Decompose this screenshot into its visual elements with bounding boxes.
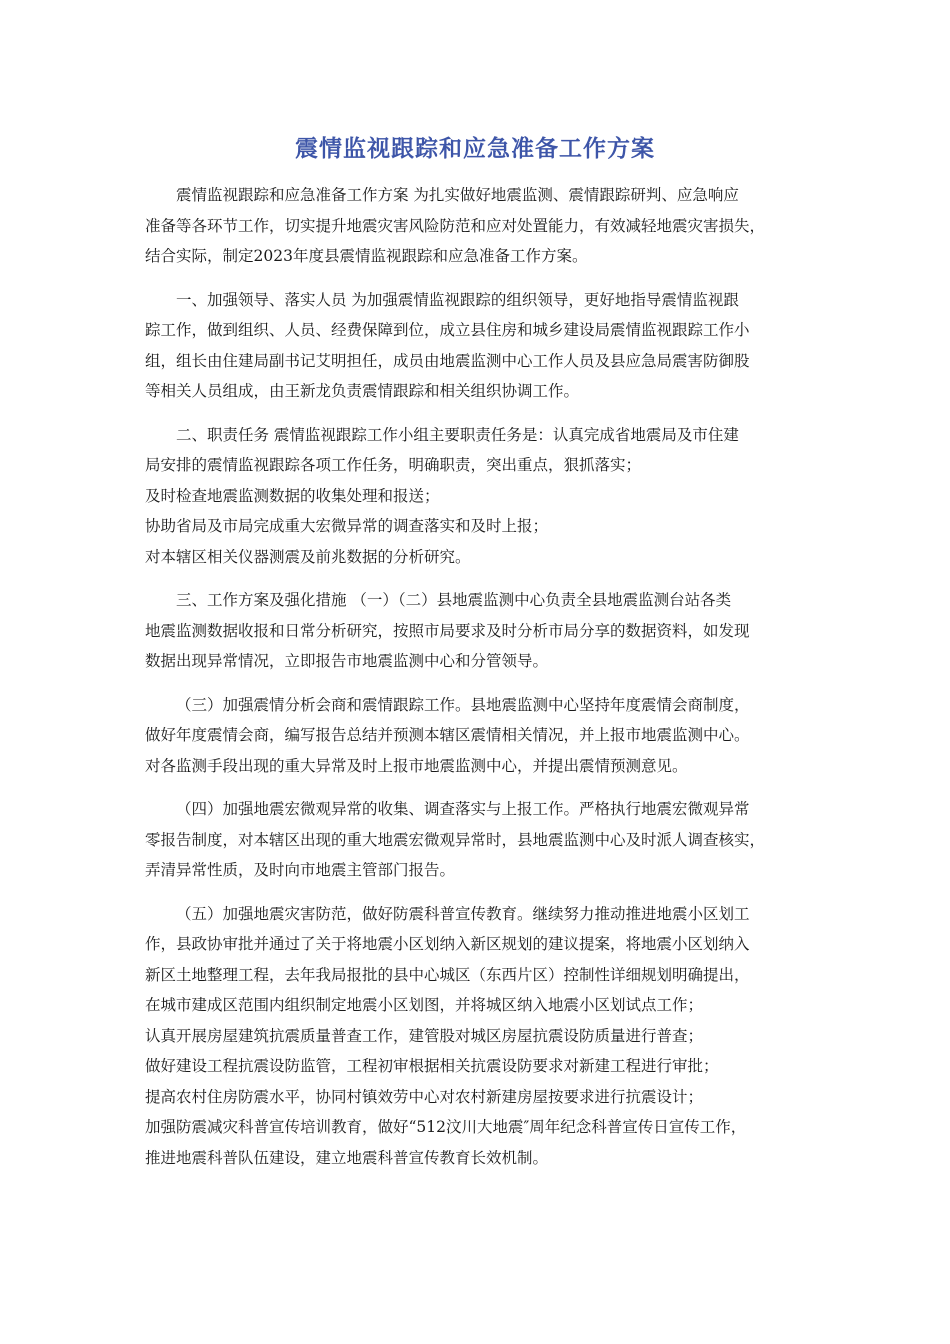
text-line: 推进地震科普队伍建设，建立地震科普宣传教育长效机制。 <box>145 1148 549 1167</box>
text-line: 数据出现异常情况，立即报告市地震监测中心和分管领导。 <box>145 652 549 670</box>
text-line: （五）加强地震灾害防范，做好防震科普宣传教育。继续努力推动推进地震小区划工 <box>176 904 750 923</box>
paragraph-gap <box>145 407 815 420</box>
paragraph <box>145 585 815 677</box>
text-line: 认真开展房屋建筑抗震质量普查工作，建管股对城区房屋抗震设防质量进行普查； <box>145 1026 704 1045</box>
text-line: 新区土地整理工程，去年我局报批的县中心城区（东西片区）控制性详细规划明确提出， <box>145 965 750 984</box>
text-line: 组，组长由住建局副书记艾明担任，成员由地震监测中心工作人员及县应急局震害防御股 <box>145 351 750 370</box>
text-line: 局安排的震情监视跟踪各项工作任务，明确职责，突出重点，狠抓落实； <box>145 456 642 474</box>
text-line: 作，县政协审批并通过了关于将地震小区划纳入新区规划的建议提案，将地震小区划纳入 <box>145 935 750 953</box>
document-body <box>145 180 815 1173</box>
paragraph <box>145 1082 815 1113</box>
text-line: 及时检查地震监测数据的收集处理和报送； <box>145 486 440 505</box>
text-line: 加强防震减灾科普宣传培训教育，做好“512汶川大地震″周年纪念科普宣传日宣传工作， <box>145 1118 747 1136</box>
paragraph <box>145 794 815 886</box>
paragraph-gap <box>145 886 815 899</box>
text-line: 二、职责任务 震情监视跟踪工作小组主要职责任务是：认真完成省地震局及市住建 <box>176 425 739 444</box>
text-line: 一、加强领导、落实人员 为加强震情监视跟踪的组织领导，更好地指导震情监视跟 <box>176 290 739 309</box>
text-line: 对本辖区相关仪器测震及前兆数据的分析研究。 <box>145 547 471 566</box>
paragraph <box>145 690 815 782</box>
text-line: 协助省局及市局完成重大宏微异常的调查落实和及时上报； <box>145 517 549 535</box>
text-line: 对各监测手段出现的重大异常及时上报市地震监测中心，并提出震情预测意见。 <box>145 756 688 775</box>
text-line: 做好建设工程抗震设防监管，工程初审根据相关抗震设防要求对新建工程进行审批； <box>145 1057 719 1075</box>
paragraph <box>145 180 815 272</box>
text-line: 结合实际，制定2023年度县震情监视跟踪和应急准备工作方案。 <box>145 247 588 265</box>
paragraph <box>145 899 815 1021</box>
paragraph <box>145 420 815 481</box>
text-line: 踪工作，做到组织、人员、经费保障到位，成立县住房和城乡建设局震情监视跟踪工作小 <box>145 321 750 339</box>
paragraph <box>145 285 815 407</box>
text-line: 震情监视跟踪和应急准备工作方案 为扎实做好地震监测、震情跟踪研判、应急响应 <box>176 186 739 204</box>
paragraph <box>145 1112 815 1173</box>
paragraph <box>145 481 815 512</box>
paragraph <box>145 1051 815 1082</box>
text-line: （三）加强震情分析会商和震情跟踪工作。县地震监测中心坚持年度震情会商制度， <box>176 695 750 714</box>
paragraph-gap <box>145 572 815 585</box>
text-line: 在城市建成区范围内组织制定地震小区划图，并将城区纳入地震小区划试点工作； <box>145 996 704 1014</box>
paragraph-gap <box>145 781 815 794</box>
text-line: 等相关人员组成，由王新龙负责震情跟踪和相关组织协调工作。 <box>145 382 580 400</box>
text-line: 准备等各环节工作，切实提升地震灾害风险防范和应对处置能力，有效减轻地震灾害损失， <box>145 216 766 235</box>
paragraph-gap <box>145 677 815 690</box>
paragraph <box>145 542 815 573</box>
text-line: 零报告制度，对本辖区出现的重大地震宏微观异常时，县地震监测中心及时派人调查核实， <box>145 830 766 849</box>
paragraph-gap <box>145 272 815 285</box>
document-title: 震情监视跟踪和应急准备工作方案 <box>295 136 655 162</box>
text-line: 弄清异常性质，及时向市地震主管部门报告。 <box>145 861 456 879</box>
paragraph <box>145 1021 815 1052</box>
text-line: （四）加强地震宏微观异常的收集、调查落实与上报工作。严格执行地震宏微观异常 <box>176 800 750 818</box>
text-line: 提高农村住房防震水平，协同村镇效劳中心对农村新建房屋按要求进行抗震设计； <box>145 1087 704 1106</box>
text-line: 三、工作方案及强化措施 （一）（二）县地震监测中心负责全县地震监测台站各类 <box>176 591 732 609</box>
paragraph <box>145 511 815 542</box>
text-line: 地震监测数据收报和日常分析研究，按照市局要求及时分析市局分享的数据资料，如发现 <box>145 621 750 640</box>
text-line: 做好年度震情会商，编写报告总结并预测本辖区震情相关情况，并上报市地震监测中心。 <box>145 726 750 744</box>
